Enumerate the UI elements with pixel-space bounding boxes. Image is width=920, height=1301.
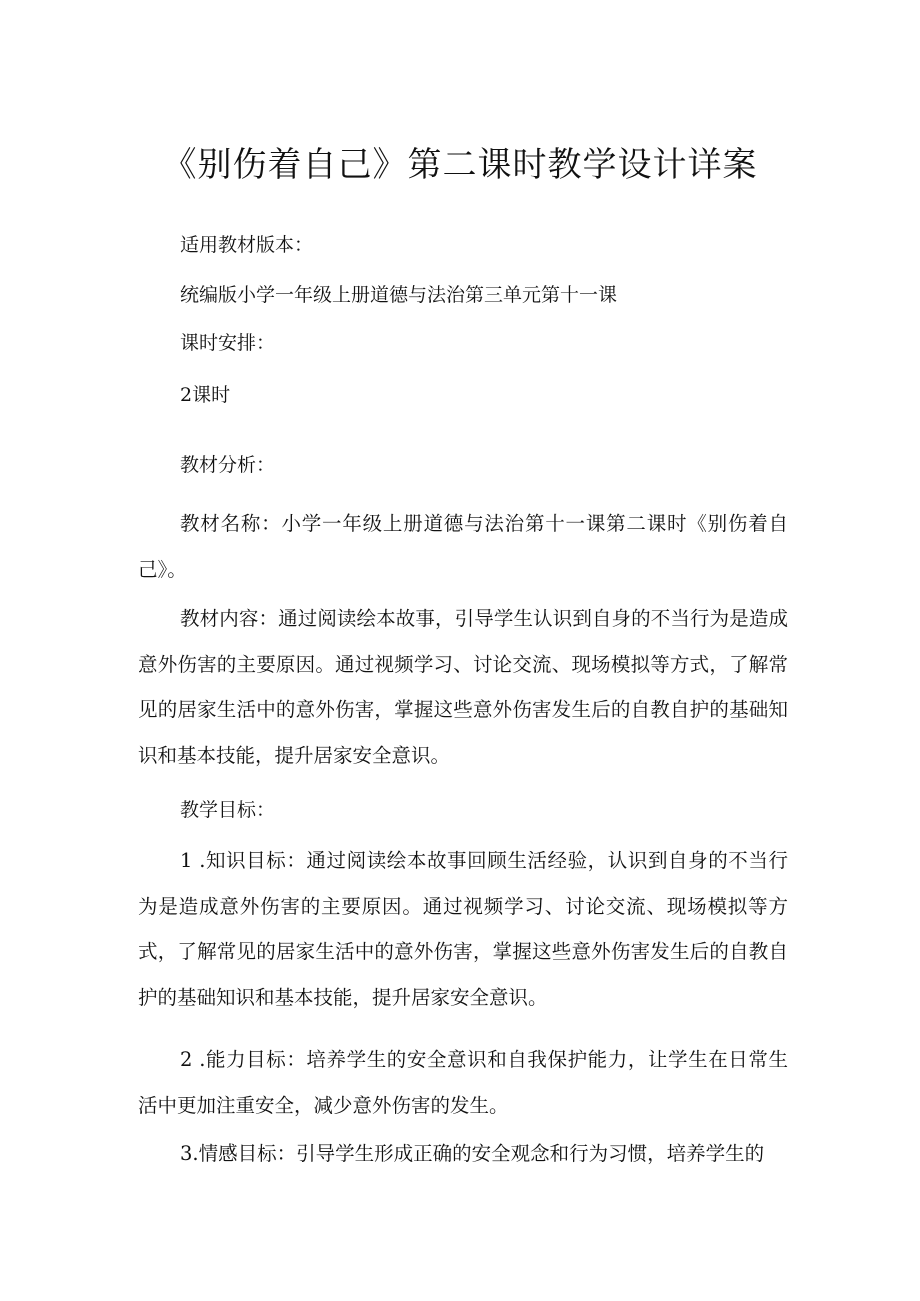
material-name-paragraph: 教材名称：小学一年级上册道德与法治第十一课第二课时《别伤着自己》。 [138,512,788,581]
edition-value: 统编版小学一年级上册道德与法治第三单元第十一课 [180,284,618,306]
document-title: 《别伤着自己》第二课时教学设计详案 [162,145,758,185]
goal-ability-paragraph: 2 .能力目标：培养学生的安全意识和自我保护能力，让学生在日常生活中更加注重安全，减少意外伤害的发生。 [138,1048,788,1117]
goals-heading: 教学目标： [180,799,276,821]
material-content-paragraph: 教材内容：通过阅读绘本故事，引导学生认识到自身的不当行为是造成意外伤害的主要原因。通过视频学习、讨论交流、现场模拟等方式，了解常见的居家生活中的意外伤害，掌握这些意外伤害发生后的自教自护的基础知识和基本技能，提升居家安全意识。 [138,607,788,767]
schedule-heading: 课时安排： [180,332,276,354]
edition-heading: 适用教材版本： [180,234,314,256]
analysis-heading: 教材分析： [180,454,276,476]
schedule-value: 2课时 [180,384,231,406]
goal-emotion-paragraph: 3.情感目标：引导学生形成正确的安全观念和行为习惯，培养学生的 [180,1142,765,1165]
goal-knowledge-paragraph: 1 .知识目标：通过阅读绘本故事回顾生活经验，认识到自身的不当行为是造成意外伤害的主要原因。通过视频学习、讨论交流、现场模拟等方式，了解常见的居家生活中的意外伤害，掌握这些意外伤害发生后的自教自护的基础知识和基本技能，提升居家安全意识。 [138,849,788,1009]
